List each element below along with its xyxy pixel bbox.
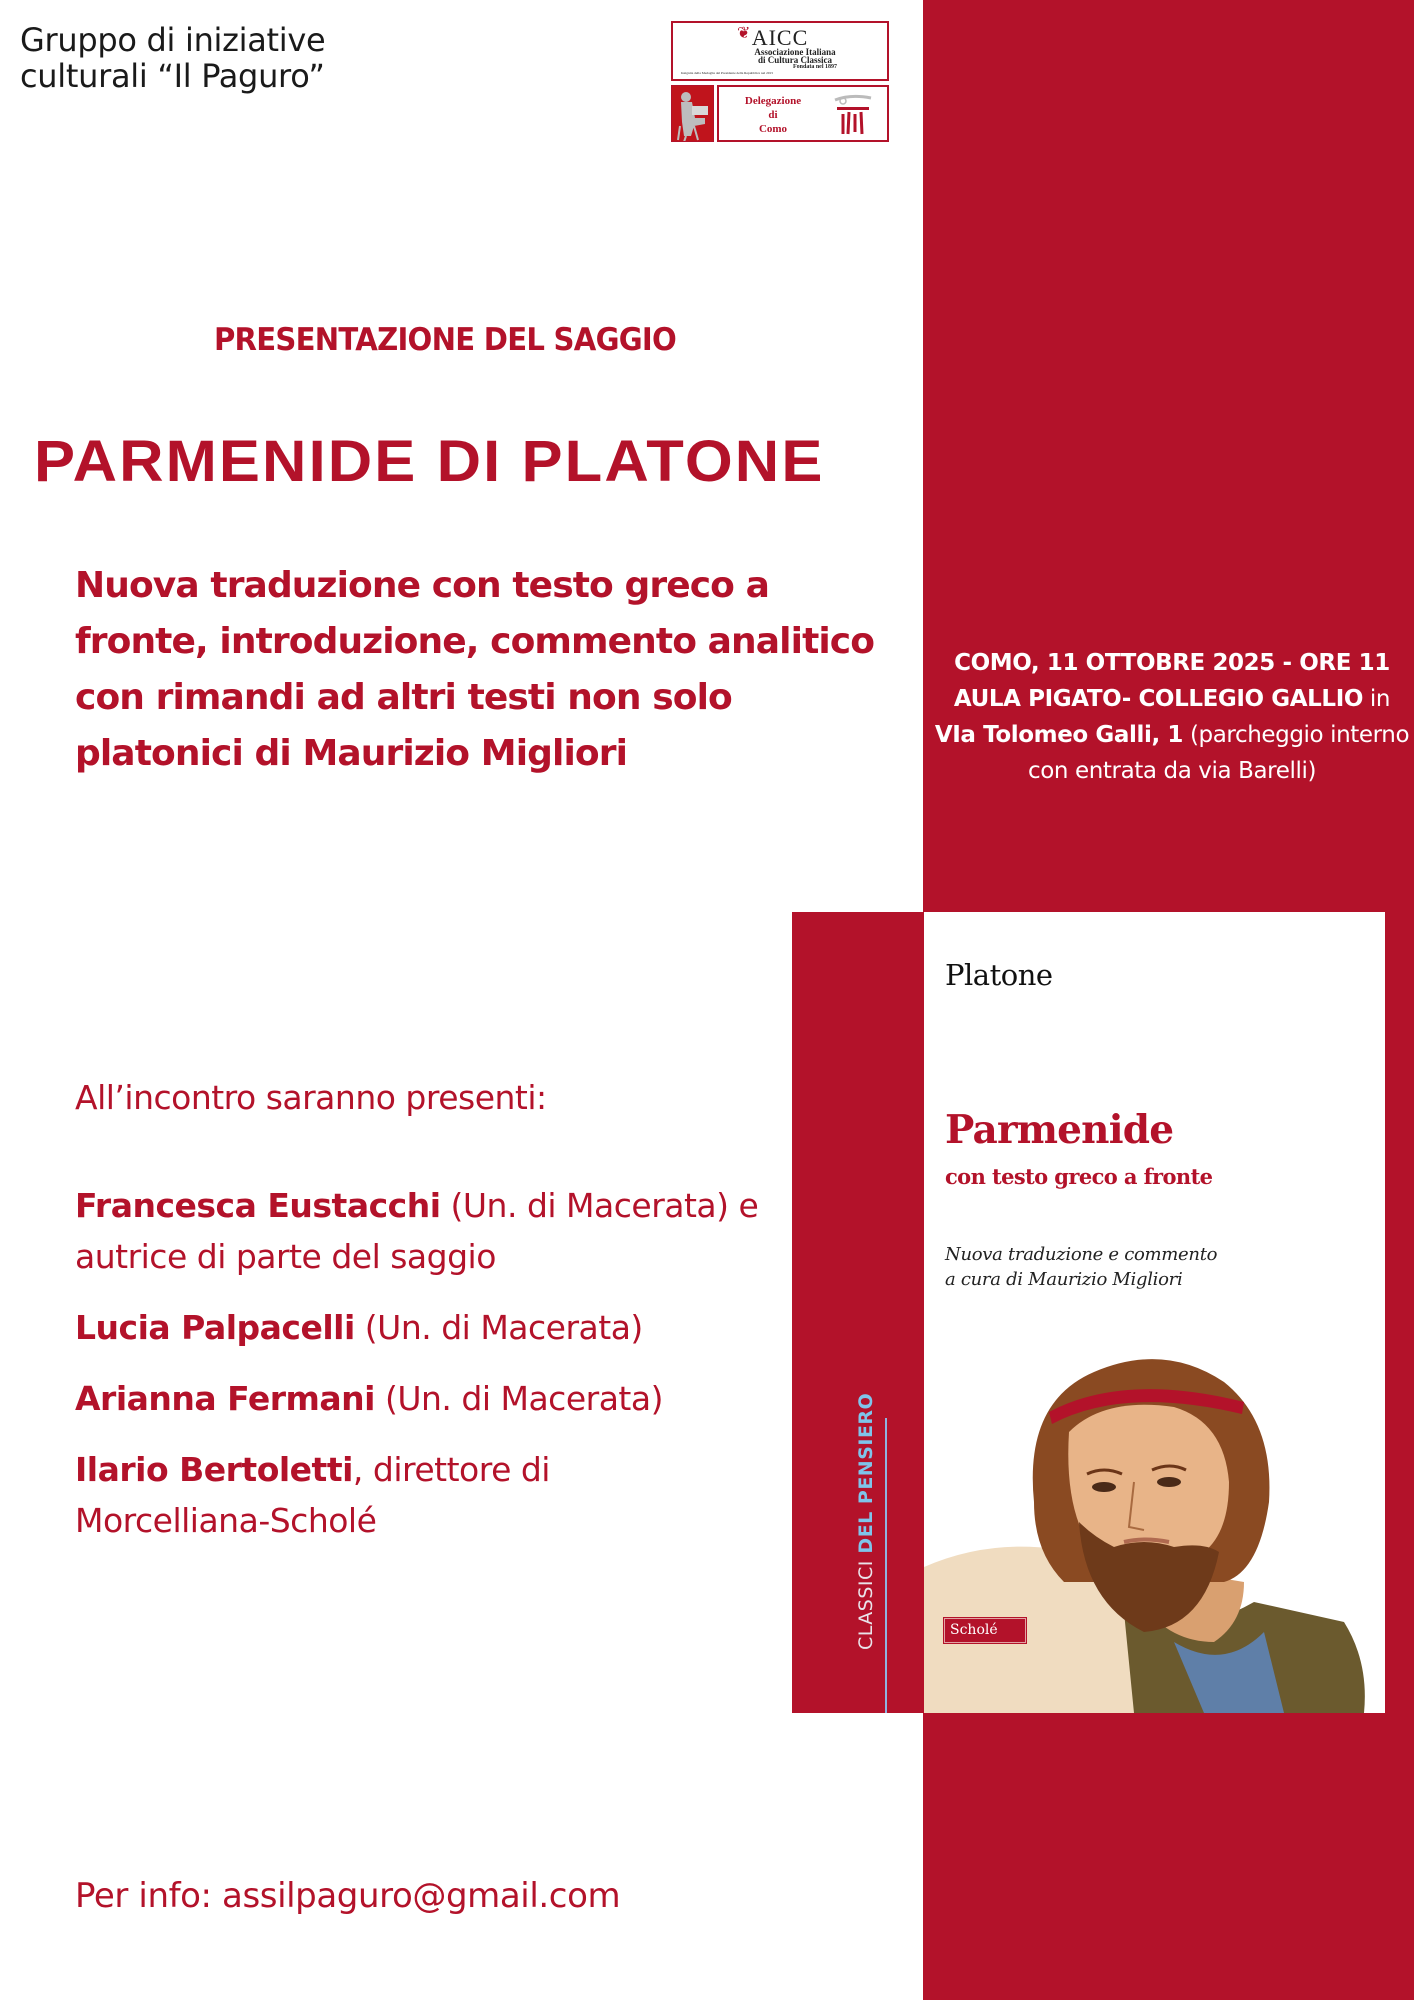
delegation-logo (717, 85, 889, 142)
series-name-light: CLASSICI (855, 1553, 877, 1650)
speaker-name: Arianna Fermani (75, 1379, 375, 1418)
speaker-item (75, 1180, 775, 1282)
series-name-bold: DEL PENSIERO (855, 1392, 877, 1554)
event-date-time: COMO, 11 OTTOBRE 2025 - ORE 11 (954, 650, 1390, 676)
philosopher-portrait-image (924, 1342, 1385, 1713)
speaker-affiliation: (Un. di Macerata) (354, 1308, 643, 1347)
delegation-line-1: Delegazione (744, 95, 802, 107)
contact-info: Per info: assilpaguro@gmail.com (75, 1876, 621, 1916)
book-title: Parmenide (945, 1107, 1174, 1153)
aicc-name-line-1: Associazione Italiana (754, 47, 836, 57)
speaker-name: Francesca Eustacchi (75, 1186, 441, 1225)
event-details (930, 645, 1414, 789)
book-description: Nuova traduzione con testo greco a fronte, introduzione, commento analitico con rimandi ad altri testi non solo platonici di Maurizio Migliori (75, 565, 875, 774)
aicc-mark-text: AICC (751, 25, 809, 50)
speaker-name: Ilario Bertoletti (75, 1450, 353, 1489)
aicc-name-line-2: di Cultura Classica (757, 55, 832, 65)
event-address: VIa Tolomeo Galli, 1 (934, 722, 1184, 748)
event-parking-note: (parcheggio interno con entrata da via Barelli) (1027, 722, 1410, 784)
speaker-item (75, 1444, 595, 1546)
speaker-name: Lucia Palpacelli (75, 1308, 355, 1347)
speaker-item (75, 1373, 775, 1424)
organizer-line-1: Gruppo di iniziative (20, 21, 326, 59)
aicc-founded: Fondata nel 1897 (792, 64, 837, 70)
speaker-affiliation: , direttore di Morcelliana-Scholé (75, 1450, 550, 1540)
aicc-logo (671, 21, 889, 81)
book-credits (945, 1242, 1217, 1292)
book-credits-line-2: a cura di Maurizio Migliori (945, 1269, 1183, 1290)
main-title: PARMENIDE DI PLATONE (34, 429, 825, 494)
ionic-column-icon (831, 92, 875, 138)
book-cover (924, 912, 1385, 1713)
spine-rule (885, 1418, 887, 1713)
speaker-affiliation: (Un. di Macerata) (374, 1379, 663, 1418)
kicker-heading: PRESENTAZIONE DEL SAGGIO (213, 322, 677, 358)
aicc-award: Insignita della Medaglia del Presidente della Repubblica nel 2015 (681, 71, 774, 75)
aicc-mark (673, 25, 887, 50)
series-name (855, 1393, 877, 1650)
speaker-item (75, 1302, 775, 1353)
event-venue: AULA PIGATO- COLLEGIO GALLIO (953, 686, 1364, 712)
delegation-line-2: di (768, 109, 778, 121)
speaker-affiliation: (Un. di Macerata) e autrice di parte del saggio (75, 1186, 759, 1276)
organizer-name (20, 22, 325, 94)
book-credits-line-1: Nuova traduzione e commento (945, 1244, 1218, 1265)
book-subtitle: con testo greco a fronte (945, 1164, 1213, 1189)
delegation-line-3: Como (758, 123, 788, 135)
seated-figure-icon (671, 85, 714, 142)
publisher-badge: Scholé (944, 1618, 1026, 1643)
speakers-intro: All’incontro saranno presenti: (75, 1078, 547, 1117)
organizer-line-2: culturali “Il Paguro” (20, 57, 325, 95)
aicc-swirl-icon: ❦ (737, 25, 752, 42)
book-author: Platone (945, 958, 1053, 992)
speakers-list (75, 1180, 775, 1566)
event-venue-connector: in (1363, 686, 1391, 712)
delegation-text (729, 94, 817, 136)
